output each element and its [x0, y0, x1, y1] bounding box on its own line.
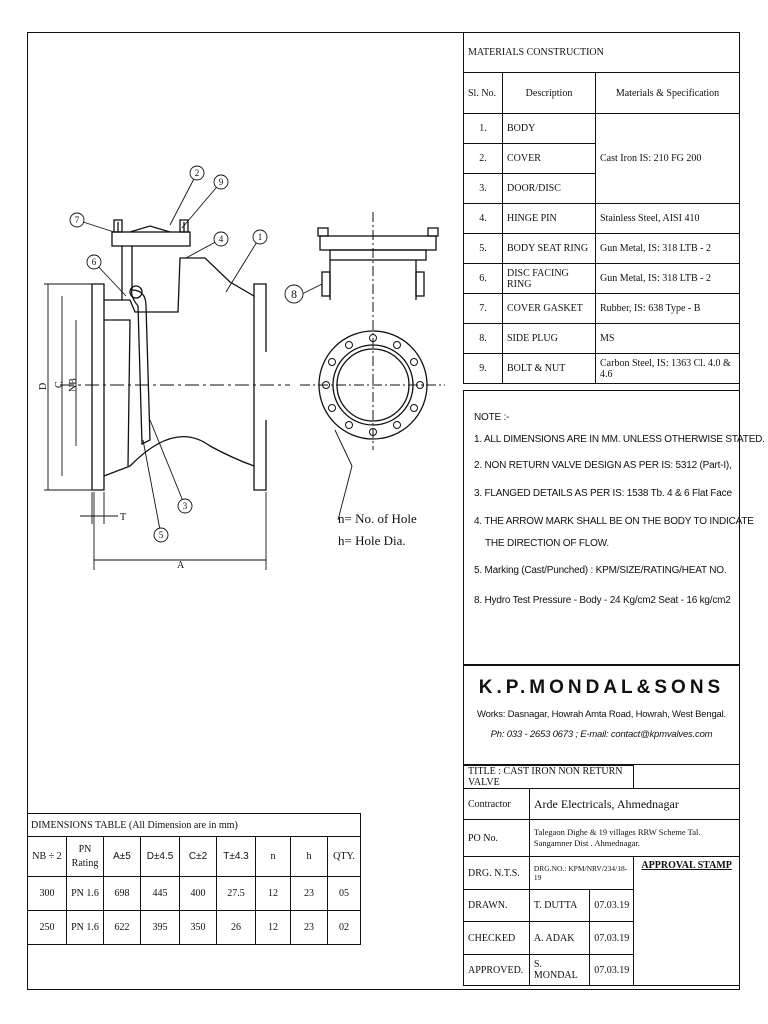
materials-table: MATERIALS CONSTRUCTION Sl. No. Description Materials & Specification 1. BODY Cast Iron IS: 210 FG 200 2. COVER 3. DOOR/DISC 4. HINGE PIN Stainless Steel, AISI 410 5. BODY SEAT RING Gun Metal, IS: 318 LTB - 2 6. DISC FACING RING Gun Metal, IS: 318 LTB - 2 7. COVER GASKET Rubber, IS: 638 Type - B 8. SIDE PLUG MS 9. BOLT & NUT Carbon Steel, IS: 1363 Cl. 4.0 & 4.6 [463, 32, 740, 384]
svg-text:2: 2 [194, 168, 200, 178]
note-1: 1. ALL DIMENSIONS ARE IN MM. UNLESS OTHERWISE STATED. [474, 434, 765, 445]
svg-text:3: 3 [182, 501, 188, 511]
contractor: Arde Electricals, Ahmednagar [529, 789, 739, 820]
side-view-body-bottom [92, 420, 266, 490]
po-line-1: Talegaon Dighe & 19 villages RRW Scheme Tal. [533, 826, 701, 837]
company-works: Works: Dasnagar, Howrah Amta Road, Howrah, West Bengal. [477, 709, 726, 720]
approval-stamp: APPROVAL STAMP [634, 857, 740, 986]
note-4: 4. THE ARROW MARK SHALL BE ON THE BODY TO INDICATE [474, 516, 754, 527]
company-contact: Ph: 033 - 2653 0673 ; E-mail: contact@kpmvalves.com [490, 729, 713, 740]
svg-text:7: 7 [74, 215, 80, 225]
dimensions-table: DIMENSIONS TABLE (All Dimension are in mm) NB ÷ 2 PN Rating A±5 D±4.5 C±2 T±4.3 n h QTY. 300 PN 1.6 698 445 400 27.5 12 23 05 250 PN 1.6 622 395 350 26 12 23 02 [27, 813, 361, 945]
note-3: 3. FLANGED DETAILS AS PER IS: 1538 Tb. 4 & 6 Flat Face [474, 488, 732, 499]
dim-c-label: C [54, 381, 65, 388]
company-block [463, 665, 740, 765]
svg-text:5: 5 [158, 530, 164, 540]
notes-block [463, 390, 765, 665]
materials-title: MATERIALS CONSTRUCTION [464, 33, 740, 73]
table-row: 4. HINGE PIN Stainless Steel, AISI 410 [464, 204, 740, 234]
drg-number: DRG.NO.: KPM/NRV/234/18-19 [529, 857, 633, 890]
table-row: 5. BODY SEAT RING Gun Metal, IS: 318 LTB - 2 [464, 234, 740, 264]
dim-nb-label: NB [68, 378, 79, 392]
svg-text:6: 6 [91, 257, 97, 267]
table-row: 6. DISC FACING RING Gun Metal, IS: 318 LTB - 2 [464, 264, 740, 294]
table-row: 3. DOOR/DISC [464, 174, 740, 204]
table-row: 1. BODY Cast Iron IS: 210 FG 200 [464, 114, 740, 144]
table-row: 8. SIDE PLUG MS [464, 324, 740, 354]
notes-heading: NOTE :- [474, 412, 510, 423]
table-row: 7. COVER GASKET Rubber, IS: 638 Type - B [464, 294, 740, 324]
note-2: 2. NON RETURN VALVE DESIGN AS PER IS: 5312 (Part-I), [474, 460, 732, 471]
cover-flange [112, 232, 190, 246]
note-8: 8. Hydro Test Pressure - Body - 24 Kg/cm2 Seat - 16 kg/cm2 [474, 595, 731, 606]
drawing-title: TITLE : CAST IRON NON RETURN VALVE [464, 766, 634, 789]
table-row: 250 PN 1.6 622 395 350 26 12 23 02 [28, 911, 361, 945]
dim-a-label: A [177, 560, 185, 571]
dimensions-title: DIMENSIONS TABLE (All Dimension are in mm) [28, 814, 361, 837]
legend-hole-dia: h= Hole Dia. [338, 533, 406, 548]
dim-d-label: D [38, 382, 49, 390]
table-row: 9. BOLT & NUT Carbon Steel, IS: 1363 Cl. 4.0 & 4.6 [464, 354, 740, 384]
svg-text:9: 9 [218, 177, 224, 187]
note-4-cont: THE DIRECTION OF FLOW. [485, 538, 609, 549]
side-view-body-top [92, 258, 266, 352]
valve-drawing [0, 0, 460, 600]
disc [132, 290, 150, 444]
svg-text:1: 1 [257, 232, 263, 242]
svg-text:8: 8 [291, 287, 297, 301]
legend-holes: n= No. of Hole [338, 511, 417, 526]
svg-text:4: 4 [218, 234, 224, 244]
table-row: 300 PN 1.6 698 445 400 27.5 12 23 05 [28, 877, 361, 911]
note-5: 5. Marking (Cast/Punched) : KPM/SIZE/RATING/HEAT NO. [474, 565, 727, 576]
po-line-2: Sangamner Dist . Ahmednagar. [533, 838, 640, 848]
table-row: 2. COVER [464, 144, 740, 174]
dim-t-label: T [120, 512, 127, 523]
company-name: K.P.MONDAL&SONS [478, 677, 725, 698]
title-block: TITLE : CAST IRON NON RETURN VALVE Contractor Arde Electricals, Ahmednagar PO No. Talegaon Dighe & 19 villages RRW Scheme Tal. Sangamner Dist . Ahmednagar. DRG. N.T.S. DRG.NO.: KPM/NRV/234/18-19 APPROVAL STAMP DRAWN. T. DUTTA 07.03.19 CHECKED A. ADAK 07.03.19 APPROVED. S. MONDAL 07.03.19 [463, 765, 740, 986]
